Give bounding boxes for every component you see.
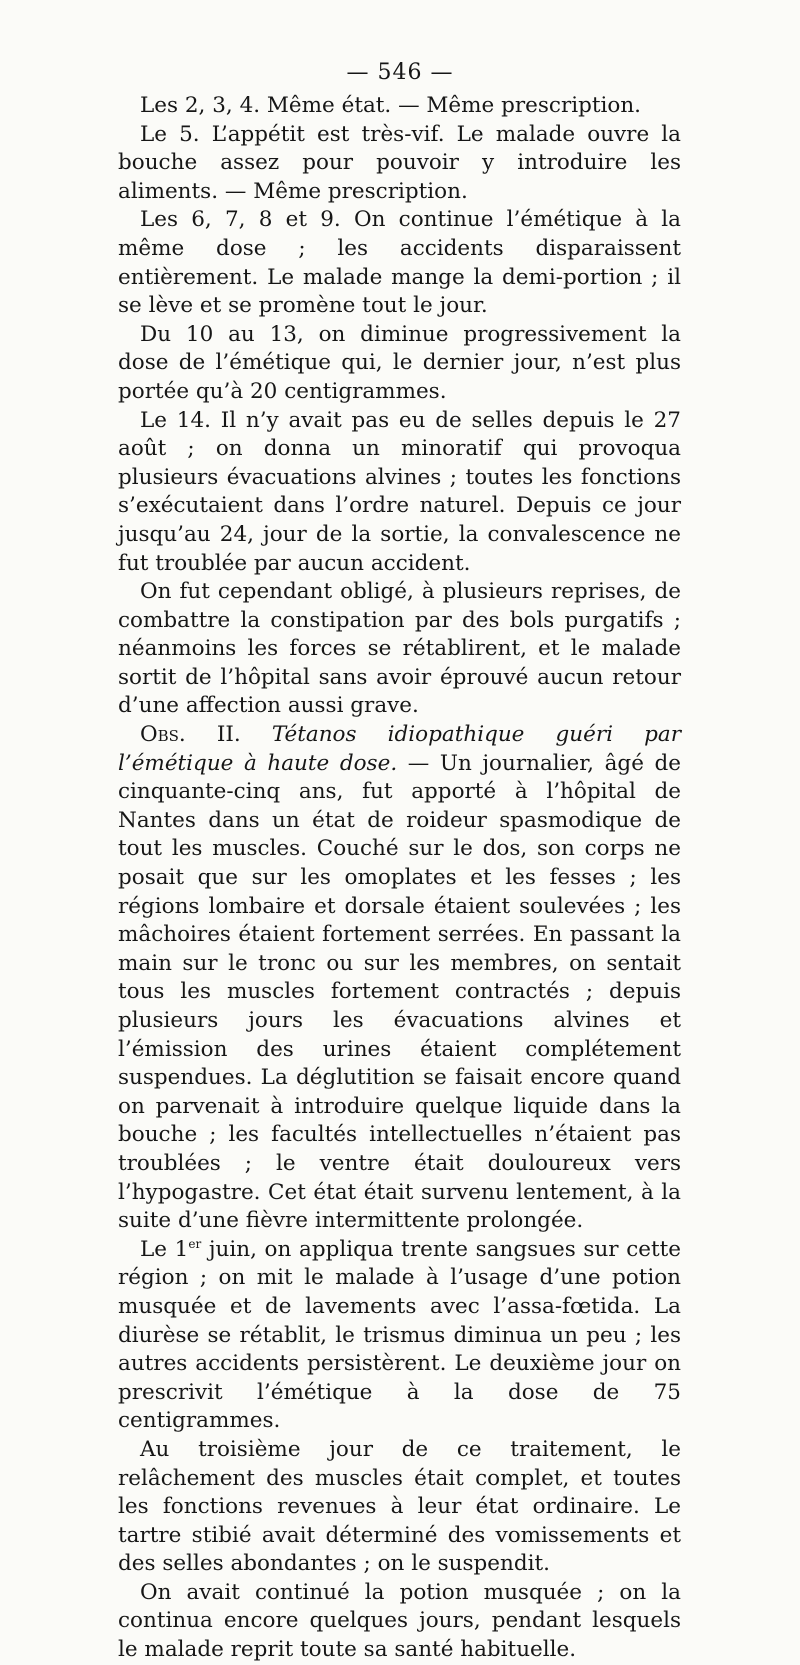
paragraph: Les 6, 7, 8 et 9. On continue l’émétique à la même dose ; les accidents disparaissent entièrement. Le malade mange la demi-portion ; il se lève et se promène tout le jour. (118, 207, 681, 319)
observation-text: — Un journalier, âgé de cinquante-cinq ans, fut apporté à l’hôpital de Nantes dans un état de roideur spasmodique de tout les muscles. Couché sur le dos, son corps ne posait que sur les omoplates et les fesses ; les régions lombaire et dorsale étaient soulevées ; les mâchoires étaient fortement serrées. En passant la main sur le tronc ou sur les membres, on sentait tous les muscles fortement contractés ; depuis plusieurs jours les évacuations alvines et l’émission des urines étaient complétement suspendues. La déglutition se faisait encore quand on parvenait à introduire quelque liquide dans la bouche ; les facultés intellectuelles n’étaient pas troublées ; le ventre était douloureux vers l’hypogastre. Cet état était survenu lentement, à la suite d’une fièvre intermittente prolongée. (118, 750, 681, 1234)
observation-title: Tétanos idiopathique guéri par l’émétique à haute dose. (118, 722, 682, 776)
paragraph: Le 5. L’appétit est très-vif. Le malade ouvre la bouche assez pour pouvoir y introduire les aliments. — Même prescription. (118, 121, 681, 204)
paragraph: On fut cependant obligé, à plusieurs reprises, de combattre la constipation par des bols purgatifs ; néanmoins les forces se rétablirent, et le malade sortit de l’hôpital sans avoir éprouvé aucun retour d’une affection aussi grave. (118, 579, 681, 719)
paragraph: Au troisième jour de ce traitement, le relâchement des muscles était complet, et toutes les fonctions revenues à leur état ordinaire. Le tartre stibié avait déterminé des vomissements et des selles abondantes ; on le suspendit. (118, 1436, 681, 1577)
page-number: — 546 — (346, 60, 454, 85)
juin-superscript: er (188, 1236, 202, 1251)
paragraph: Les 2, 3, 4. Même état. — Même prescription. (140, 93, 641, 118)
paragraph: Le 14. Il n’y avait pas eu de selles depuis le 27 août ; on donna un minoratif qui provoqua plusieurs évacuations alvines ; toutes les fonctions s’exécutaient dans l’ordre naturel. Depuis ce jour jusqu’au 24, jour de la sortie, la convalescence ne fut troublée par aucun accident. (118, 407, 681, 576)
juin-after: juin, on appliqua trente sangsues sur cette région ; on mit le malade à l’usage d’une potion musquée et de lavements avec l’assa-fœtida. La diurèse se rétablit, le trismus diminua un peu ; les autres accidents persistèrent. Le deuxième jour on prescrivit l’émétique à la dose de 75 centigrammes. (118, 1236, 682, 1434)
observation-paragraph (118, 721, 681, 1236)
body-text (118, 92, 681, 1665)
paragraph-juin (118, 1236, 681, 1436)
paragraph: On avait continué la potion musquée ; on la continua encore quelques jours, pendant lesquels le malade reprit toute sa santé habituelle. (118, 1579, 681, 1663)
juin-before: Le 1 (140, 1236, 189, 1262)
paragraph: Du 10 au 13, on diminue progressivement la dose de l’émétique qui, le dernier jour, n’est plus portée qu’à 20 centigrammes. (118, 321, 681, 404)
observation-label: Obs. II. (140, 722, 241, 748)
